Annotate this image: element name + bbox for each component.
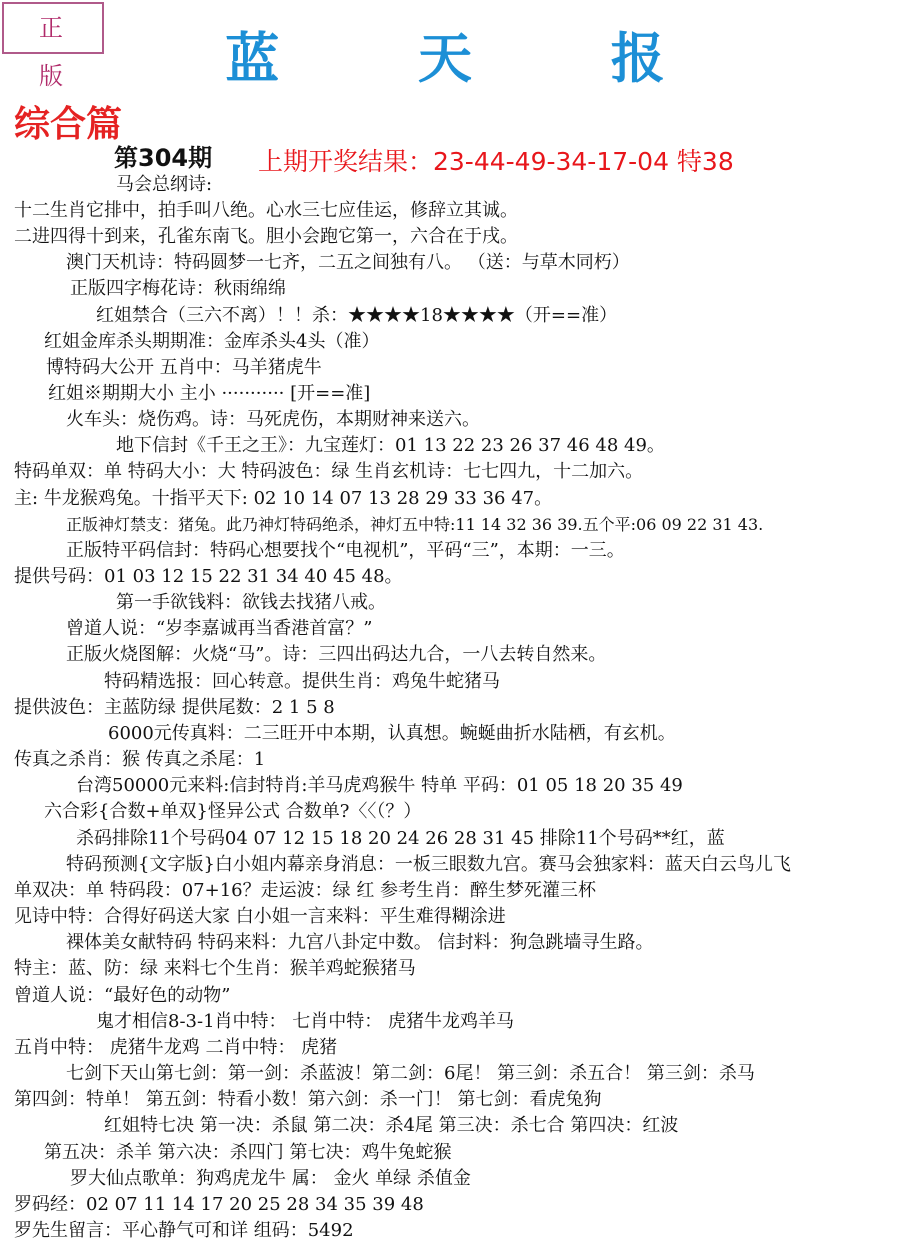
text-line: 特码单双：单 特码大小：大 特码波色：绿 生肖玄机诗：七七四九，十二加六。 xyxy=(14,461,644,482)
text-line: 罗先生留言：平心静气可和详 组码：5492 xyxy=(14,1220,354,1241)
text-line: 红姐禁合（三六不离）！！杀：★★★★18★★★★（开==准） xyxy=(96,305,618,326)
text-line: 主: 牛龙猴鸡兔。十指平天下: 02 10 14 07 13 28 29 33 36 47。 xyxy=(14,488,553,509)
newspaper-title: 蓝 天 报 xyxy=(225,26,725,90)
text-line: 七剑下天山第七剑：第一剑：杀蓝波！第二剑：6尾！ 第三剑：杀五合！ 第三剑：杀马 xyxy=(66,1063,755,1084)
text-line: 火车头：烧伤鸡。诗：马死虎伤，本期财神来送六。 xyxy=(66,409,480,430)
text-line: 五肖中特： 虎猪牛龙鸡 二肖中特： 虎猪 xyxy=(14,1037,338,1058)
section-heading: 综合篇 xyxy=(14,103,123,145)
text-line: 地下信封《千王之王》：九宝莲灯：01 13 22 23 26 37 46 48 49。 xyxy=(116,435,665,456)
text-line: 曾道人说：“最好色的动物” xyxy=(14,985,231,1006)
text-line: 十二生肖它排中，拍手叫八绝。心水三七应佳运，修辞立其诚。 xyxy=(14,200,518,221)
text-line: 正版四字梅花诗：秋雨绵绵 xyxy=(70,278,286,299)
text-line: 单双决：单 特码段：07+16？走运波：绿 红 参考生肖：醉生梦死灌三杯 xyxy=(14,880,597,901)
text-line: 特主：蓝、防：绿 来料七个生肖：猴羊鸡蛇猴猪马 xyxy=(14,958,416,979)
text-line: 六合彩{合数+单双}怪异公式 合数单?〈〈（？） xyxy=(44,801,422,822)
text-line: 正版火烧图解：火烧“马”。诗：三四出码达九合，一八去转自然来。 xyxy=(66,644,607,665)
text-line: 红姐金库杀头期期准：金库杀头4头（准） xyxy=(44,331,380,352)
text-line: 6000元传真料：二三旺开中本期，认真想。蜿蜒曲折水陆栖，有玄机。 xyxy=(108,723,676,744)
issue-number: 第304期 xyxy=(114,144,213,172)
text-line: 特码预测{文字版}白小姐内幕亲身消息：一板三眼数九宫。赛马会独家料：蓝天白云鸟儿飞 xyxy=(66,854,791,875)
last-draw-result: 上期开奖结果：23-44-49-34-17-04 特38 xyxy=(258,147,734,176)
text-line: 见诗中特：合得好码送大家 白小姐一言来料：平生难得糊涂进 xyxy=(14,906,506,927)
text-line: 第四剑：特单！ 第五剑：特看小数！第六剑：杀一门！ 第七剑：看虎兔狗 xyxy=(14,1089,602,1110)
text-line: 二进四得十到来，孔雀东南飞。胆小会跑它第一，六合在于戌。 xyxy=(14,226,518,247)
text-line: 台湾50000元来料:信封特肖:羊马虎鸡猴牛 特单 平码：01 05 18 20 35 49 xyxy=(76,775,683,796)
text-line: 提供号码：01 03 12 15 22 31 34 40 45 48。 xyxy=(14,566,403,587)
text-line: 第五决：杀羊 第六决：杀四门 第七决：鸡牛兔蛇猴 xyxy=(44,1142,452,1163)
text-line: 红姐特七决 第一决：杀鼠 第二决：杀4尾 第三决：杀七合 第四决：红波 xyxy=(104,1115,679,1136)
text-line: 第一手欲钱料：欲钱去找猪八戒。 xyxy=(116,592,386,613)
text-line: 裸体美女献特码 特码来料：九宫八卦定中数。 信封料：狗急跳墙寻生路。 xyxy=(66,932,654,953)
text-line: 提供波色：主蓝防绿 提供尾数：2 1 5 8 xyxy=(14,697,335,718)
text-line: 罗大仙点歌单：狗鸡虎龙牛 属： 金火 单绿 杀值金 xyxy=(70,1168,471,1189)
text-line: 正版特平码信封：特码心想要找个“电视机”，平码“三”，本期：一三。 xyxy=(66,540,625,561)
text-line: 正版神灯禁支：猪兔。此乃神灯特码绝杀，神灯五中特:11 14 32 36 39.五个平:06 09 22 31 43. xyxy=(66,515,764,534)
text-line: 特码精选报：回心转意。提供生肖：鸡兔牛蛇猪马 xyxy=(104,671,500,692)
text-line: 红姐※期期大小 主小 ··········· [开==准] xyxy=(48,383,371,404)
edition-stamp: 正 版 xyxy=(2,2,104,54)
text-line: 马会总纲诗: xyxy=(116,174,213,195)
text-line: 杀码排除11个号码04 07 12 15 18 20 24 26 28 31 45 排除11个号码**红，蓝 xyxy=(76,828,725,849)
text-line: 传真之杀肖：猴 传真之杀尾：1 xyxy=(14,749,266,770)
text-line: 曾道人说：“岁李嘉诚再当香港首富？” xyxy=(66,618,373,639)
text-line: 澳门天机诗：特码圆梦一七齐，二五之间独有八。 （送：与草木同朽） xyxy=(66,252,630,273)
text-line: 博特码大公开 五肖中：马羊猪虎牛 xyxy=(46,357,322,378)
text-line: 鬼才相信8-3-1肖中特： 七肖中特： 虎猪牛龙鸡羊马 xyxy=(96,1011,514,1032)
text-line: 罗码经：02 07 11 14 17 20 25 28 34 35 39 48 xyxy=(14,1194,424,1215)
